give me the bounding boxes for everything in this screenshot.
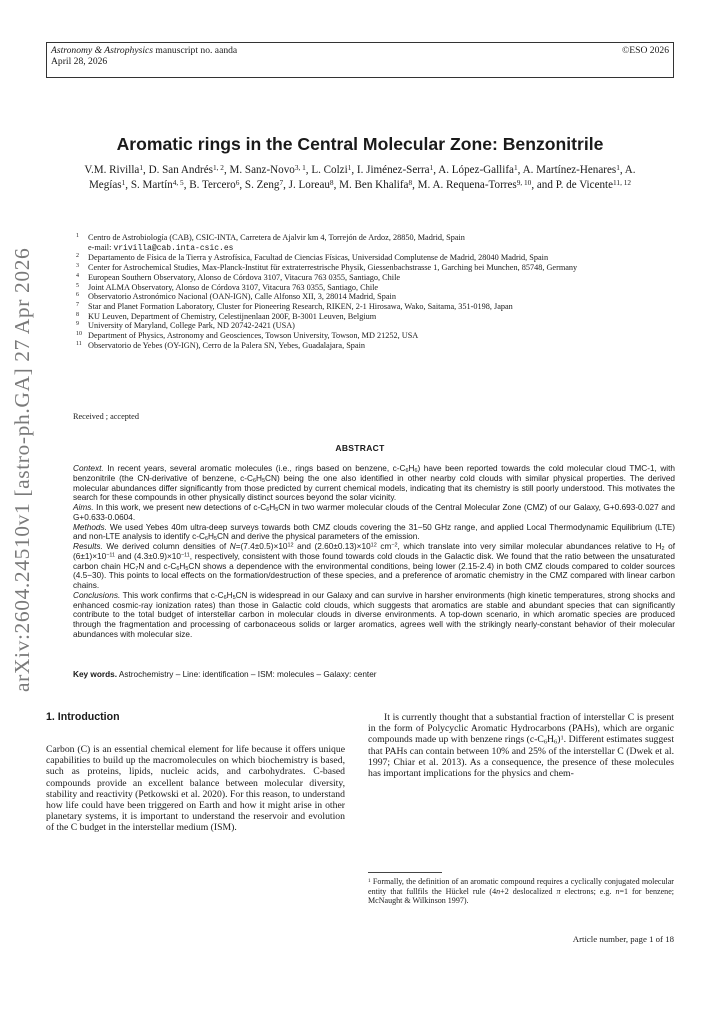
abstract-heading: ABSTRACT (335, 443, 385, 453)
conclusions-label: Conclusions. (73, 590, 121, 600)
author-name: I. Jiménez-Serra (356, 164, 430, 176)
author-name: M. Sanz-Novo (229, 164, 295, 176)
footnote-divider (368, 872, 442, 873)
author-affiliation-marker: 1 (513, 162, 518, 172)
abstract-text: and (2.60±0.13)×10 (293, 542, 371, 551)
subscript: 5 (213, 536, 217, 543)
author-affiliation-marker: 4, 5 (172, 178, 184, 188)
author-name: L. Colzi (311, 164, 348, 176)
author-joiner: and (536, 179, 553, 192)
journal-name: Astronomy & Astrophysics (51, 45, 153, 56)
abstract-text: N and c-C (138, 561, 177, 571)
abstract-text: cm (376, 542, 392, 551)
affiliation-number: 2 (76, 253, 79, 260)
subscript: 5 (185, 565, 189, 572)
author-affiliation-marker: 3, 1 (294, 162, 306, 172)
affiliation-text: Joint ALMA Observatory, Alonso de Córdova 3107, Vitacura 763 0355, Santiago, Chile (88, 282, 379, 292)
author-name: S. Zeng (244, 179, 280, 192)
author-name: V.M. Rivilla (84, 164, 140, 176)
author (311, 164, 351, 176)
affiliation-text: Centro de Astrobiología (CAB), CSIC-INTA, Carretera de Ajalvir km 4, Torrejón de Ardoz, 28850, Madrid, Spain (88, 233, 465, 242)
affiliation-item (73, 312, 683, 322)
author (149, 164, 224, 176)
author-affiliation-marker: 11, 12 (613, 178, 632, 188)
affiliation-item (73, 233, 683, 253)
author-affiliation-marker: 1 (429, 162, 434, 172)
author-affiliation-marker: 1, 2 (212, 162, 224, 172)
author-affiliation-marker: 8 (408, 178, 413, 188)
author (339, 179, 412, 191)
affiliation-number: 4 (76, 272, 79, 279)
author (289, 179, 334, 191)
author-affiliation-marker: 1 (347, 162, 352, 172)
author-affiliation-marker: 8 (329, 178, 334, 188)
page-number: Article number, page 1 of 18 (572, 934, 674, 944)
affiliation-number: 10 (76, 331, 82, 338)
author (229, 164, 305, 176)
affiliation-number: 1 (76, 233, 79, 239)
body-text: ) (557, 734, 561, 746)
affiliation-number: 9 (76, 321, 79, 328)
symbol: π (556, 886, 561, 896)
footnote-text: =1 for benzene; McNaught & Wilkinson 1997). (368, 886, 675, 906)
footnote-text: Formally, the definition of an aromatic compound requires a cyclically conjugated molecular entity that fullfils the Hückel rule (4 (368, 877, 674, 896)
symbol: n (615, 886, 620, 896)
subscript: 6 (223, 594, 227, 601)
abstract-results (73, 542, 675, 591)
abstract-text: In recent years, several aromatic molecules (i.e., rings based on benzene, c-C (103, 464, 406, 473)
symbol: H (207, 532, 214, 542)
subscript: 6 (204, 536, 208, 543)
author-name: B. Tercero (189, 179, 236, 192)
email-address[interactable]: vrivilla@cab.inta-csic.es (113, 243, 234, 253)
author (131, 179, 184, 191)
subscript: 6 (543, 738, 548, 746)
affiliation-text: University of Maryland, College Park, ND 20742-2421 (USA) (88, 321, 295, 331)
author-affiliation-marker: 7 (279, 178, 284, 188)
affiliation-number: 5 (76, 282, 79, 289)
author (189, 179, 239, 191)
author-name: M. A. Requena-Torres (417, 179, 517, 192)
affiliation-item (73, 273, 683, 283)
abstract-body (73, 464, 675, 640)
affiliation-number: 8 (76, 311, 79, 318)
paper-title: Aromatic rings in the Central Molecular Zone: Benzonitrile (116, 134, 604, 154)
intro-right-column (368, 712, 674, 779)
subscript: 6 (253, 477, 257, 484)
affiliation-text: Star and Planet Formation Laboratory, Cluster for Pioneering Research, RIKEN, 2-1 Hirosawa, Wako, Saitama, 351-0198, Japan (88, 301, 513, 311)
author-affiliation-marker: 6 (235, 178, 240, 188)
symbol: H (179, 561, 186, 571)
abstract-text: , respectively, consistent with those found towards cold clouds in the Galactic disk. We found that the ratio between the unsaturated carbon chain HC (73, 551, 675, 571)
subscript: 2 (661, 546, 665, 553)
affiliation-item (73, 263, 683, 273)
author (84, 164, 143, 176)
intro-left-column: Carbon (C) is an essential chemical element for life because it offers unique capabilities to build up the macromolecules on which biochemistry is based, such as proteins, lipids, nucleic acids, and carbohydrates. C-based compounds provide an excellent balance between molecular diversity, stability and reactivity (Petkowski et al. 2020). For this reason, to understand how life could have been triggered on Earth and how it might arise in other planetary systems, it is important to understand the reservoir and evolution of the C budget in the interstellar medium (ISM). (46, 744, 345, 834)
context-label: Context. (73, 464, 104, 473)
footnote (368, 877, 674, 906)
subscript: 6 (414, 468, 418, 475)
subscript: 5 (275, 507, 279, 514)
affiliation-item (73, 341, 683, 351)
author-name: A. López-Gallifa (438, 164, 514, 176)
abstract-conclusions (73, 591, 675, 640)
author-name: A. Martínez-Henares (522, 164, 617, 176)
affiliation-item (73, 331, 683, 341)
methods-label: Methods. (73, 522, 107, 532)
symbol: N (229, 542, 236, 551)
footnote-text: electrons; e.g. (560, 886, 616, 896)
author-list: V.M. Rivilla$^1$, D. San Andrés$^{1, 2}$, M. Sanz-Novo$^{3, 1}$, L. Colzi$^1$, I. Jiménez-Serra$^1$, A. López-Gallifa$^1$, A. Martínez-Henares$^1$, A. Megías$^1$, S. Martín$^{4, 5}$, B. Tercero$^6$, S. Zeng$^7$, J. Loreau$^8$, M. Ben Khalifa$^8$, M. A. Requena-Torres$^{9, 10}$, and P. de Vicente$^{11, 12}$ (84, 162, 636, 192)
body-text: . Different estimates suggest that PAHs can contain between 10% and 25% of the interstellar C (Dwek et al. 1997; Chiar et al. 2013). As a consequence, the presence of these molecules has important implications for the physics and chem- (368, 734, 675, 780)
author-affiliation-marker: 1 (139, 162, 144, 172)
body-text: It is currently thought that a substantial fraction of interstellar C is present in the form of Polycyclic Aromatic Hydrocarbons (PAHs), which are organic compounds made up with benzene rings (c-C (368, 712, 674, 746)
symbol: n (496, 886, 501, 896)
abstract-text: CN) being the one also identified in other nearby cold clouds with similar physical properties. The derived molecular abundances differ significantly from those predicted by current chemical models, indicating that its chemistry is still poorly understood. This motivates the search for these compounds in other physically distinct sources beyond the solar vicinity. (73, 473, 675, 503)
header-date: April 28, 2026 (51, 56, 108, 67)
abstract-text: This work confirms that c-C (120, 590, 224, 600)
affiliation-item (73, 253, 683, 263)
author-name: S. Martín (130, 179, 173, 192)
affiliation-text: Departamento de Física de la Tierra y Astrofísica, Facultad de Ciencias Físicas, Universidad Complutense de Madrid, 28040 Madrid, Spain (88, 253, 549, 263)
keywords-text: Astrochemistry – Line: identification – ISM: molecules – Galaxy: center (118, 670, 377, 679)
author-affiliation-marker: 1 (616, 162, 620, 172)
abstract-text: and (4.3±0.9)×10 (115, 551, 181, 561)
abstract-text: of (6±1)×10 (73, 542, 675, 561)
superscript: −2 (391, 542, 398, 549)
subscript: 5 (232, 594, 236, 601)
abstract-text: CN and derive the physical parameters of the emission. (216, 532, 420, 542)
journal-line (51, 45, 669, 56)
author-name: M. Ben Khalifa (339, 179, 409, 192)
author-affiliation-marker: 1 (121, 178, 126, 188)
keywords (73, 670, 675, 679)
author (357, 164, 433, 176)
footnote-number: 1 (368, 877, 371, 884)
author (523, 164, 620, 176)
author-name: D. San Andrés (148, 164, 213, 176)
author (245, 179, 283, 191)
affiliation-number: 7 (76, 301, 79, 308)
abstract-text: In this work, we present new detections of c-C (93, 503, 267, 512)
symbol: H (269, 503, 276, 512)
author-name: J. Loreau (288, 179, 330, 192)
email-label: e-mail: (88, 242, 112, 252)
affiliation-number: 6 (76, 292, 79, 299)
superscript: −11 (180, 552, 190, 559)
footnote-marker[interactable]: 1 (560, 734, 564, 742)
running-header (46, 42, 674, 78)
aims-label: Aims. (73, 503, 94, 512)
affiliation-text: Center for Astrochemical Studies, Max-Planck-Institut für extraterrestrische Physik, Giessenbachstrasse 1, Garching bei Munchen, 85748, Germany (88, 263, 578, 273)
subscript: 6 (554, 738, 558, 746)
affiliation-list (73, 233, 683, 350)
author-name: P. de Vicente (555, 179, 614, 192)
affiliation-number: 11 (76, 340, 82, 347)
author (438, 164, 517, 176)
subscript: 5 (262, 477, 266, 484)
abstract-text: CN in two warmer molecular clouds of the Central Molecular Zone (CMZ) of our Galaxy, G+0.693-0.027 and G+0.633-0.0604. (73, 503, 675, 522)
affiliation-text: European Southern Observatory, Alonso de Córdova 3107, Vitacura 763 0355, Santiago, Chile (88, 272, 401, 282)
abstract-aims (73, 503, 675, 523)
affiliation-number: 3 (76, 263, 79, 270)
affiliation-item (73, 321, 683, 331)
author-name: A. Megías (88, 164, 636, 192)
affiliation-item (73, 283, 683, 293)
subscript: 7 (135, 565, 139, 572)
abstract-text: , which translate into very similar molecular abundances relative to H (397, 542, 662, 551)
subscript: 6 (266, 507, 270, 514)
affiliation-item (73, 292, 683, 302)
affiliation-text: KU Leuven, Department of Chemistry, Celestijnenlaan 200F, B-3001 Leuven, Belgium (88, 311, 377, 321)
footnote-text: +2 deslocalized (500, 886, 557, 896)
affiliation-text: Observatorio de Yebes (OY-IGN), Cerro de la Palera SN, Yebes, Guadalajara, Spain (88, 340, 365, 350)
subscript: 6 (176, 565, 180, 572)
received-accepted-line: Received ; accepted (73, 412, 139, 421)
affiliation-item (73, 302, 683, 312)
copyright-notice: ©ESO 2026 (622, 45, 669, 56)
subscript: 6 (405, 468, 409, 475)
author (418, 179, 532, 191)
affiliation-text: Department of Physics, Astronomy and Geosciences, Towson University, Towson, MD 21252, USA (88, 331, 419, 341)
arxiv-identifier-stamp: arXiv:2604.24510v1 [astro-ph.GA] 27 Apr 2026 (10, 247, 34, 692)
abstract-text: ) have been reported towards the cold molecular cloud TMC-1, with benzonitrile (the CN-derivative of benzene, c-C (73, 464, 675, 483)
abstract-text: =(7.4±0.5)×10 (235, 542, 288, 551)
results-label: Results. (73, 542, 103, 551)
superscript: −11 (106, 552, 116, 559)
abstract-text: CN shows a dependence with the environmental conditions, being lower (2.15-2.4) in both CMZ clouds compared to colder sources (4.5−30). This points to local effects on the formation/destruction of these species, and a preference of aromatic chemistry in the CMZ compared with linear carbon chains. (73, 561, 675, 590)
author-affiliation-marker: 9, 10 (516, 178, 532, 188)
section-heading-introduction: 1. Introduction (46, 711, 120, 723)
affiliation-text: Observatorio Astronómico Nacional (OAN-IGN), Calle Alfonso XII, 3, 28014 Madrid, Spain (88, 292, 396, 302)
abstract-methods (73, 523, 675, 543)
author (556, 179, 631, 191)
symbol: H (226, 590, 233, 600)
symbol: H (256, 473, 262, 483)
symbol: H (408, 464, 415, 473)
superscript: 12 (287, 542, 294, 549)
keywords-label: Key words. (73, 670, 118, 679)
abstract-text: CN is widespread in our Galaxy and can survive in harsher environments (high kinetic temperatures, strong shocks and enhanced cosmic-ray ionization rates) than those in Galactic cold clouds, which suggests that aromatics are stable and abundant species that can significantly contribute to the total budget of interstellar carbon in molecular clouds in diverse environments. A top-down scenario, in which aromatic species are produced through the fragmentation and processing of carbonaceous solids or larger aromatics, agrees well with the strikingly nearly-constant behavior of their molecular abundances with molecular size. (73, 590, 675, 639)
symbol: H (547, 734, 555, 746)
superscript: 12 (370, 542, 377, 549)
abstract-text: We derived column densities of (102, 542, 230, 551)
abstract-text: We used Yebes 40m ultra-deep surveys towards both CMZ clouds covering the 31−50 GHz range, and applied Local Thermodynamic Equilibrium (LTE) and non-LTE analysis to identify c-C (73, 522, 675, 542)
abstract-context (73, 464, 675, 503)
manuscript-number: manuscript no. aanda (155, 45, 238, 56)
